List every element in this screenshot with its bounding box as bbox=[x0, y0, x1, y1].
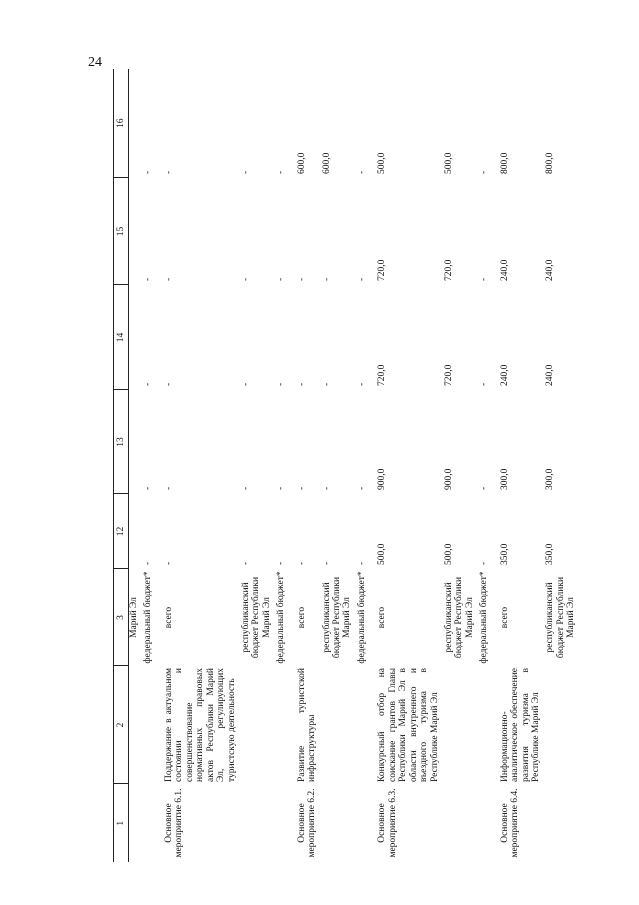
table-row bbox=[357, 69, 371, 862]
col-header-16: 16 bbox=[114, 69, 129, 178]
value-cell: 500,0 bbox=[377, 152, 388, 174]
value-cell: - bbox=[356, 382, 367, 386]
value-cell: - bbox=[356, 170, 367, 174]
activity-name-cell bbox=[479, 666, 493, 784]
value-cell: - bbox=[163, 170, 174, 174]
value-cell: - bbox=[276, 277, 287, 281]
activity-code-cell bbox=[545, 784, 580, 862]
activity-name-cell: Информационно-аналитическое обеспечение развития туризма в Республике Марий Эл bbox=[499, 668, 541, 782]
funding-source-cell: республиканский бюджет Республики Марий Эл bbox=[545, 576, 577, 659]
activity-code-cell bbox=[143, 784, 157, 862]
funding-source-cell: республиканский бюджет Республики Марий Эл bbox=[321, 576, 353, 659]
col-header-13: 13 bbox=[114, 390, 129, 494]
value-cell: 720,0 bbox=[443, 364, 454, 386]
value-cell: - bbox=[321, 382, 332, 386]
value-cell: - bbox=[479, 486, 490, 490]
activity-code-cell: Основное мероприятие 6.1. bbox=[163, 788, 185, 858]
value-cell: - bbox=[356, 486, 367, 490]
activity-code-cell: Основное мероприятие 6.3. bbox=[377, 788, 398, 858]
value-cell: - bbox=[296, 561, 307, 565]
funding-source-cell: федеральный бюджет* bbox=[356, 571, 367, 664]
value-cell: - bbox=[240, 277, 251, 281]
col-header-3: 3 bbox=[114, 569, 129, 666]
value-cell: 240,0 bbox=[545, 259, 556, 281]
col-header-2: 2 bbox=[114, 666, 129, 784]
value-cell: 500,0 bbox=[377, 543, 388, 565]
value-cell: - bbox=[143, 170, 154, 174]
value-cell: 240,0 bbox=[499, 259, 510, 281]
activity-name-cell: Поддержание в актуальном состоянии и совершенствование нормативных правовых актов Республики Марий Эл, регулирующих туристскую деятельность bbox=[163, 668, 237, 782]
activity-name-cell bbox=[322, 666, 357, 784]
value-cell: - bbox=[143, 561, 154, 565]
activity-code-cell bbox=[444, 784, 479, 862]
activity-name-cell bbox=[241, 666, 276, 784]
table-row bbox=[444, 69, 479, 862]
table-row bbox=[241, 69, 276, 862]
value-cell: - bbox=[356, 277, 367, 281]
value-cell: - bbox=[240, 486, 251, 490]
value-cell: - bbox=[276, 486, 287, 490]
table-row bbox=[276, 69, 290, 862]
value-cell: 300,0 bbox=[545, 468, 556, 490]
funding-source-cell: всего bbox=[296, 606, 307, 629]
value-cell: - bbox=[479, 561, 490, 565]
value-cell: - bbox=[240, 561, 251, 565]
activity-name-cell bbox=[357, 666, 371, 784]
value-cell bbox=[129, 285, 144, 390]
activity-name-cell bbox=[143, 666, 157, 784]
activity-name-cell bbox=[129, 666, 144, 784]
col-header-12: 12 bbox=[114, 494, 129, 569]
funding-source-cell: республиканский бюджет Республики Марий Эл bbox=[240, 576, 272, 659]
value-cell: - bbox=[163, 561, 174, 565]
activity-code-cell bbox=[129, 784, 144, 862]
value-cell bbox=[129, 494, 144, 569]
value-cell: - bbox=[356, 561, 367, 565]
budget-table bbox=[113, 69, 581, 862]
value-cell: 240,0 bbox=[499, 364, 510, 386]
value-cell: - bbox=[163, 382, 174, 386]
value-cell: 900,0 bbox=[443, 468, 454, 490]
value-cell: 720,0 bbox=[377, 259, 388, 281]
col-header-14: 14 bbox=[114, 285, 129, 390]
value-cell: - bbox=[276, 561, 287, 565]
activity-code-cell bbox=[241, 784, 276, 862]
value-cell: 500,0 bbox=[443, 152, 454, 174]
value-cell bbox=[129, 178, 144, 285]
value-cell: 720,0 bbox=[443, 259, 454, 281]
value-cell: 720,0 bbox=[377, 364, 388, 386]
value-cell: - bbox=[163, 486, 174, 490]
table-row bbox=[371, 69, 444, 862]
value-cell: 600,0 bbox=[296, 152, 307, 174]
activity-name-cell bbox=[444, 666, 479, 784]
value-cell: - bbox=[479, 382, 490, 386]
value-cell: - bbox=[143, 277, 154, 281]
header-row bbox=[114, 69, 129, 862]
value-cell: 900,0 bbox=[377, 468, 388, 490]
activity-name-cell bbox=[545, 666, 580, 784]
activity-code-cell bbox=[276, 784, 290, 862]
value-cell: - bbox=[479, 277, 490, 281]
table-row bbox=[545, 69, 580, 862]
activity-name-cell bbox=[276, 666, 290, 784]
funding-source-cell: Марий Эл bbox=[129, 597, 139, 638]
page-number: 24 bbox=[88, 55, 102, 70]
activity-code-cell: Основное мероприятие 6.4. bbox=[499, 788, 521, 858]
activity-code-cell bbox=[479, 784, 493, 862]
value-cell: 350,0 bbox=[499, 543, 510, 565]
table-row bbox=[143, 69, 157, 862]
col-header-1: 1 bbox=[114, 784, 129, 862]
value-cell: 350,0 bbox=[545, 543, 556, 565]
value-cell: - bbox=[296, 382, 307, 386]
value-cell: - bbox=[143, 486, 154, 490]
col-header-15: 15 bbox=[114, 178, 129, 285]
value-cell bbox=[129, 69, 144, 178]
activity-code-cell: Основное мероприятие 6.2. bbox=[296, 788, 318, 858]
rotated-table-container bbox=[113, 69, 607, 862]
funding-source-cell: всего bbox=[499, 606, 510, 629]
activity-code-cell bbox=[357, 784, 371, 862]
value-cell: - bbox=[276, 382, 287, 386]
value-cell: 300,0 bbox=[499, 468, 510, 490]
funding-source-cell: федеральный бюджет* bbox=[479, 571, 490, 664]
activity-name-cell: Конкурсный отбор на соискание грантов Главы Республики Марий Эл в области внутреннего и въездного туризма в Республике Марий Эл bbox=[377, 668, 440, 782]
table-row bbox=[479, 69, 493, 862]
funding-source-cell: федеральный бюджет* bbox=[276, 571, 287, 664]
funding-source-cell: всего bbox=[163, 606, 174, 629]
funding-source-cell: республиканский бюджет Республики Марий Эл bbox=[443, 576, 475, 659]
value-cell: 600,0 bbox=[321, 152, 332, 174]
value-cell: - bbox=[321, 277, 332, 281]
value-cell: - bbox=[296, 277, 307, 281]
value-cell: - bbox=[479, 170, 490, 174]
value-cell: - bbox=[276, 170, 287, 174]
value-cell bbox=[129, 390, 144, 494]
funding-source-cell: всего bbox=[377, 606, 388, 629]
value-cell: - bbox=[163, 277, 174, 281]
value-cell: 800,0 bbox=[499, 152, 510, 174]
value-cell: 800,0 bbox=[545, 152, 556, 174]
table-row bbox=[158, 69, 241, 862]
value-cell: - bbox=[321, 486, 332, 490]
value-cell: - bbox=[296, 486, 307, 490]
table-body bbox=[129, 69, 581, 862]
activity-code-cell bbox=[322, 784, 357, 862]
activity-name-cell: Развитие туристской инфраструктуры bbox=[296, 668, 318, 782]
value-cell: 500,0 bbox=[443, 543, 454, 565]
table-row bbox=[322, 69, 357, 862]
value-cell: 240,0 bbox=[545, 364, 556, 386]
value-cell: - bbox=[240, 382, 251, 386]
value-cell: - bbox=[143, 382, 154, 386]
funding-source-cell: федеральный бюджет* bbox=[143, 571, 154, 664]
value-cell: - bbox=[240, 170, 251, 174]
table-row bbox=[129, 69, 144, 862]
table-row bbox=[291, 69, 322, 862]
table-row bbox=[494, 69, 546, 862]
value-cell: - bbox=[321, 561, 332, 565]
